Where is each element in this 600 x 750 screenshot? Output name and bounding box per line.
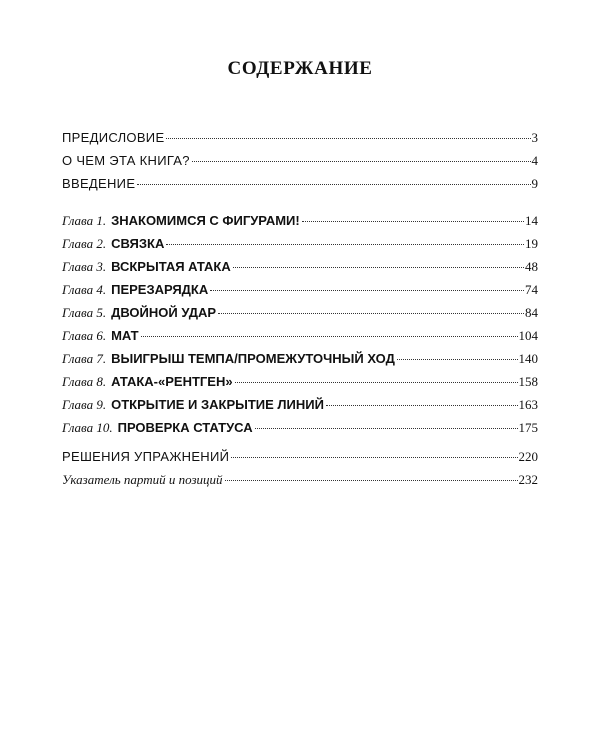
toc-entry-label: РЕШЕНИЯ УПРАЖНЕНИЙ	[62, 449, 230, 464]
toc-entry-chapter-8	[62, 374, 538, 397]
page-title: СОДЕРЖАНИЕ	[227, 58, 373, 79]
chapter-title: ПРОВЕРКА СТАТУСА	[117, 420, 253, 435]
dot-leader	[255, 428, 518, 429]
chapter-number: Глава 4.	[62, 282, 107, 297]
toc-entry-chapter-10	[62, 420, 538, 443]
chapters-list	[62, 213, 538, 443]
toc-entry-page: 3	[531, 130, 538, 145]
chapter-number: Глава 3.	[62, 259, 107, 274]
toc-entry-label: ПРЕДИСЛОВИЕ	[62, 130, 165, 145]
chapter-number: Глава 1.	[62, 213, 107, 228]
toc-entry-game-index	[62, 472, 538, 495]
chapter-number: Глава 10.	[62, 420, 113, 435]
toc-entry-preface	[62, 130, 538, 153]
dot-leader	[166, 138, 530, 139]
toc-entry-about-book	[62, 153, 538, 176]
toc-entry-page: 14	[525, 213, 538, 228]
toc-entry-page: 158	[518, 374, 538, 389]
dot-leader	[225, 480, 518, 481]
toc-entry-page: 140	[518, 351, 538, 366]
dot-leader	[233, 267, 524, 268]
dot-leader	[397, 359, 518, 360]
toc-entry-chapter-3	[62, 259, 538, 282]
toc-entry-exercise-solutions	[62, 449, 538, 472]
dot-leader	[141, 336, 518, 337]
toc-entry-page: 4	[531, 153, 538, 168]
dot-leader	[137, 184, 530, 185]
toc-entry-page: 232	[518, 472, 538, 487]
dot-leader	[326, 405, 518, 406]
toc-entry-chapter-4	[62, 282, 538, 305]
toc-entry-label: Указатель партий и позиций	[62, 472, 223, 487]
chapter-title: СВЯЗКА	[111, 236, 165, 251]
chapter-title: ВСКРЫТАЯ АТАКА	[111, 259, 231, 274]
toc-entry-page: 48	[525, 259, 538, 274]
toc-entry-chapter-1	[62, 213, 538, 236]
toc-entry-chapter-5	[62, 305, 538, 328]
toc-entry-chapter-7	[62, 351, 538, 374]
chapter-number: Глава 9.	[62, 397, 107, 412]
toc-entry-page: 74	[525, 282, 538, 297]
toc-entry-page: 104	[518, 328, 538, 343]
toc-entry-page: 9	[531, 176, 538, 191]
chapter-title: ПЕРЕЗАРЯДКА	[111, 282, 209, 297]
toc-entry-page: 220	[518, 449, 538, 464]
chapter-title: МАТ	[111, 328, 139, 343]
dot-leader	[192, 161, 531, 162]
chapter-title: ДВОЙНОЙ УДАР	[111, 305, 217, 320]
dot-leader	[218, 313, 524, 314]
chapter-title: ОТКРЫТИЕ И ЗАКРЫТИЕ ЛИНИЙ	[111, 397, 324, 412]
chapter-number: Глава 5.	[62, 305, 107, 320]
toc-entry-chapter-2	[62, 236, 538, 259]
toc-entry-label: О ЧЕМ ЭТА КНИГА?	[62, 153, 190, 168]
chapter-title: ВЫИГРЫШ ТЕМПА/ПРОМЕЖУТОЧНЫЙ ХОД	[111, 351, 395, 366]
chapter-title: ЗНАКОМИМСЯ С ФИГУРАМИ!	[111, 213, 300, 228]
chapter-number: Глава 2.	[62, 236, 107, 251]
front-matter-list	[62, 130, 538, 199]
dot-leader	[302, 221, 524, 222]
chapter-number: Глава 6.	[62, 328, 107, 343]
toc-entry-chapter-6	[62, 328, 538, 351]
toc-entry-page: 84	[525, 305, 538, 320]
dot-leader	[166, 244, 524, 245]
toc-entry-page: 175	[518, 420, 538, 435]
back-matter-list	[62, 449, 538, 495]
chapter-number: Глава 8.	[62, 374, 107, 389]
chapter-title: АТАКА-«РЕНТГЕН»	[111, 374, 233, 389]
toc-entry-chapter-9	[62, 397, 538, 420]
chapter-number: Глава 7.	[62, 351, 107, 366]
toc-entry-page: 163	[518, 397, 538, 412]
dot-leader	[210, 290, 524, 291]
toc-entry-label: ВВЕДЕНИЕ	[62, 176, 136, 191]
dot-leader	[235, 382, 518, 383]
toc-entry-introduction	[62, 176, 538, 199]
toc-entry-page: 19	[525, 236, 538, 251]
dot-leader	[231, 457, 517, 458]
